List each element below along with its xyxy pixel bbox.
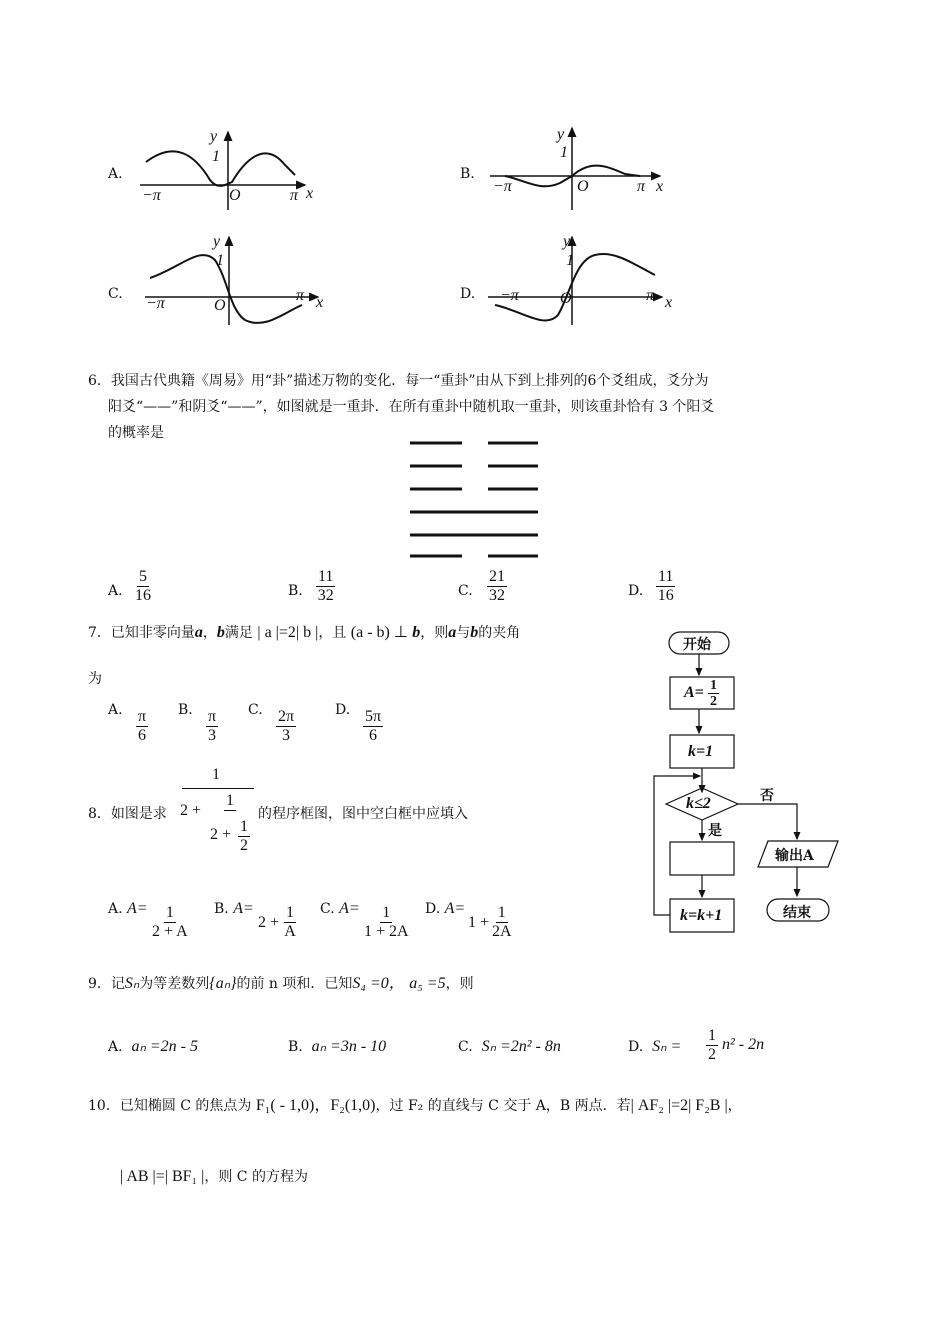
- flowchart-condition: k≤2: [686, 795, 711, 812]
- axis-one-label: 1: [566, 252, 574, 269]
- q6-option-a-value: [135, 568, 151, 605]
- text: 的夹角: [478, 625, 521, 641]
- q9-option-d[interactable]: [628, 1036, 681, 1056]
- label: C.: [320, 901, 335, 917]
- pi-label: π: [637, 178, 646, 195]
- label: C.: [458, 1039, 473, 1055]
- denominator: 2A: [492, 923, 512, 940]
- q6-option-c[interactable]: C.: [458, 583, 473, 599]
- flowchart-yes: 是: [708, 823, 722, 839]
- q10-stem-continued: [120, 1166, 308, 1186]
- q7-option-b-value: [206, 708, 218, 745]
- q8-option-b-pre: 2 +: [258, 914, 280, 931]
- denominator: 2: [708, 1046, 716, 1063]
- numerator: 1: [212, 766, 220, 783]
- label: A.: [108, 901, 123, 917]
- denominator: 3: [208, 727, 217, 744]
- pi-label: π: [296, 287, 305, 304]
- q7-option-c-value: [276, 708, 296, 745]
- vector-b: b: [216, 624, 225, 641]
- sn: Sₙ: [124, 975, 140, 992]
- numerator: 1: [286, 904, 294, 921]
- text: 2 +: [210, 826, 232, 843]
- focus-f2: F₂(1,0): [330, 1097, 376, 1114]
- denominator: 3: [282, 727, 291, 744]
- denominator: 32: [489, 587, 505, 604]
- q6-option-c-value: [487, 568, 507, 605]
- text: ，且: [318, 625, 347, 641]
- axis-y-label: y: [210, 128, 218, 145]
- text: 与: [456, 625, 471, 641]
- prefix: A=: [233, 900, 254, 917]
- label: D.: [628, 1039, 644, 1055]
- q9-option-b[interactable]: [288, 1036, 386, 1056]
- origin-label: O: [229, 187, 241, 204]
- axis-one-label: 1: [560, 144, 568, 161]
- axis-y-label: y: [563, 233, 571, 250]
- expr: Sₙ =: [652, 1038, 682, 1055]
- focus-f1: F₁( - 1,0)，: [255, 1097, 331, 1114]
- option-a-label: A.: [108, 166, 123, 182]
- expr: aₙ =3n - 10: [311, 1038, 387, 1055]
- flowchart-no: 否: [760, 788, 774, 804]
- q8-option-c-value: [364, 904, 409, 941]
- numerator: 1: [226, 792, 234, 809]
- axis-x-label: x: [665, 294, 673, 311]
- axis-x-label: x: [316, 294, 324, 311]
- expr: aₙ =2n - 5: [131, 1038, 198, 1055]
- axis-y-label: y: [557, 126, 565, 143]
- q8-option-d-pre: 1 +: [468, 914, 490, 931]
- graph-a: [140, 132, 305, 210]
- denominator: 2: [240, 837, 248, 854]
- text: 10．已知椭圆 C 的焦点为: [88, 1098, 252, 1114]
- flowchart-assign-a: A=: [684, 684, 704, 701]
- q8-text: 的程序框图，图中空白框中应填入: [258, 806, 468, 822]
- numerator: 1: [708, 1027, 716, 1044]
- q9-stem: [88, 970, 474, 993]
- q8-option-d-value: [492, 904, 512, 941]
- q7-stem: [88, 622, 520, 642]
- denominator: A: [284, 923, 296, 940]
- label: D.: [425, 901, 441, 917]
- q7-option-a-value: [136, 708, 148, 745]
- graph-d: [488, 237, 662, 325]
- axis-x-label: x: [656, 178, 664, 195]
- denominator: 2: [710, 694, 717, 709]
- denominator: 32: [317, 587, 334, 604]
- pi-label: π: [646, 287, 655, 304]
- graph-c: [145, 237, 318, 325]
- flowchart-increment: k=k+1: [680, 907, 723, 924]
- option-c-label: C.: [108, 286, 123, 302]
- text: 满足: [224, 625, 253, 641]
- text: ，则: [445, 976, 474, 992]
- text: 为等差数列: [139, 976, 210, 992]
- a5: a₅ =5: [409, 975, 446, 992]
- origin-label: O: [214, 297, 226, 314]
- neg-pi-label: −π: [146, 295, 165, 312]
- q6-text: 的概率是: [108, 425, 164, 441]
- numerator: 21: [489, 568, 505, 585]
- denominator: 16: [657, 587, 674, 604]
- q8-option-b-value: [284, 904, 296, 941]
- q9-option-a[interactable]: [108, 1036, 198, 1056]
- origin-label: O: [560, 290, 572, 307]
- expr: Sₙ =2n² - 8n: [481, 1038, 561, 1055]
- q9-option-d-rest: n² - 2n: [722, 1036, 765, 1053]
- q6-text: 阳爻“——”和阴爻“——”，如图就是一重卦．在所有重卦中随机取一重卦，则该重卦恰有 3 个阳爻: [108, 399, 715, 415]
- q7-option-a[interactable]: A.: [108, 702, 123, 718]
- q8-option-a-value: [152, 904, 188, 941]
- text: 7．已知非零向量: [88, 625, 195, 641]
- prefix: A=: [127, 900, 148, 917]
- hexagram: [410, 443, 538, 556]
- denominator: 6: [369, 727, 378, 744]
- origin-label: O: [577, 178, 589, 195]
- q8-option-c[interactable]: [320, 900, 360, 918]
- option-b-label: B.: [460, 166, 475, 182]
- numerator: 1: [710, 678, 717, 693]
- axis-one-label: 1: [212, 148, 220, 165]
- q7-option-b[interactable]: B.: [178, 702, 193, 718]
- flowchart-output: 输出A: [775, 848, 814, 864]
- text: ，则: [420, 625, 449, 641]
- q6-option-b-value: [316, 568, 335, 605]
- flowchart-k-init: k=1: [688, 743, 714, 760]
- denominator: 16: [135, 587, 151, 604]
- q9-option-c[interactable]: [458, 1036, 561, 1056]
- flowchart-start: 开始: [683, 637, 711, 653]
- option-d-label: D.: [460, 286, 476, 302]
- condition-1: | AF₂ |=2| F₂B |: [630, 1097, 728, 1114]
- q8-option-b[interactable]: [214, 900, 254, 918]
- q6-text: 6．我国古代典籍《周易》用“卦”描述万物的变化．每一“重卦”由从下到上排列的6个爻组成，爻分为: [88, 373, 709, 389]
- pi-label: π: [290, 187, 299, 204]
- flowchart-assign-value: [708, 678, 719, 709]
- numerator: 11: [318, 568, 334, 585]
- q7-option-d[interactable]: D.: [335, 702, 351, 718]
- flowchart-end: 结束: [783, 905, 811, 921]
- q7-option-d-value: [363, 708, 383, 745]
- q8-text: 8．如图是求: [88, 806, 167, 822]
- q6-option-b[interactable]: B.: [288, 583, 303, 599]
- numerator: 1: [382, 904, 391, 921]
- an: {aₙ}: [209, 975, 237, 992]
- numerator: 11: [658, 568, 674, 585]
- q6-option-d[interactable]: D.: [628, 583, 644, 599]
- text: 的前 n 项和．已知: [236, 976, 353, 992]
- prefix: A=: [339, 900, 360, 917]
- numerator: 5π: [365, 708, 382, 725]
- numerator: 5: [139, 568, 147, 585]
- s4: S₄ =0，: [352, 975, 405, 992]
- flowchart-shapes: [654, 632, 838, 932]
- denominator: 2 + A: [152, 923, 188, 940]
- vector-b: b: [470, 624, 479, 641]
- graph-b: [490, 128, 660, 210]
- axis-y-label: y: [213, 233, 221, 250]
- text: ，: [727, 1098, 742, 1114]
- q9-option-d-fraction: [706, 1027, 718, 1064]
- numerator: 1: [165, 904, 174, 921]
- half: [238, 818, 250, 855]
- q6-option-d-value: [656, 568, 675, 605]
- denominator: 1 + 2A: [364, 923, 409, 940]
- text: ，则 C 的方程为: [204, 1169, 308, 1185]
- vector-a: a: [448, 624, 457, 641]
- text: 2 +: [180, 802, 202, 819]
- label: A.: [108, 1039, 123, 1055]
- q10-stem: [88, 1092, 742, 1115]
- label: B.: [214, 901, 229, 917]
- numerator: π: [208, 708, 217, 725]
- numerator: 2π: [278, 708, 295, 725]
- q8-option-a[interactable]: [108, 900, 148, 918]
- text: ，: [202, 625, 217, 641]
- neg-pi-label: −π: [500, 287, 519, 304]
- label: B.: [288, 1039, 303, 1055]
- condition-2: | AB |=| BF₁ |: [120, 1168, 205, 1185]
- text: ，过 F₂ 的直线与 C 交于 A，B 两点．若: [375, 1098, 631, 1114]
- vector-a: a: [194, 624, 203, 641]
- text: 9．记: [88, 976, 125, 992]
- neg-pi-label: −π: [493, 178, 512, 195]
- condition-1: | a |=2| b |: [257, 624, 319, 641]
- axis-one-label: 1: [216, 252, 224, 269]
- numerator: 1: [240, 818, 248, 835]
- vector-b: b: [412, 624, 421, 641]
- condition-2: (a - b) ⊥: [350, 624, 408, 641]
- neg-pi-label: −π: [142, 187, 161, 204]
- q7-option-c[interactable]: C.: [248, 702, 263, 718]
- q8-option-d[interactable]: [425, 900, 465, 918]
- numerator: 1: [497, 904, 506, 921]
- denominator: 6: [138, 727, 147, 744]
- axis-x-label: x: [306, 185, 314, 202]
- prefix: A=: [444, 900, 466, 917]
- q6-option-a[interactable]: A.: [108, 583, 123, 599]
- numerator: π: [138, 708, 147, 725]
- q7-text: 为: [88, 671, 102, 687]
